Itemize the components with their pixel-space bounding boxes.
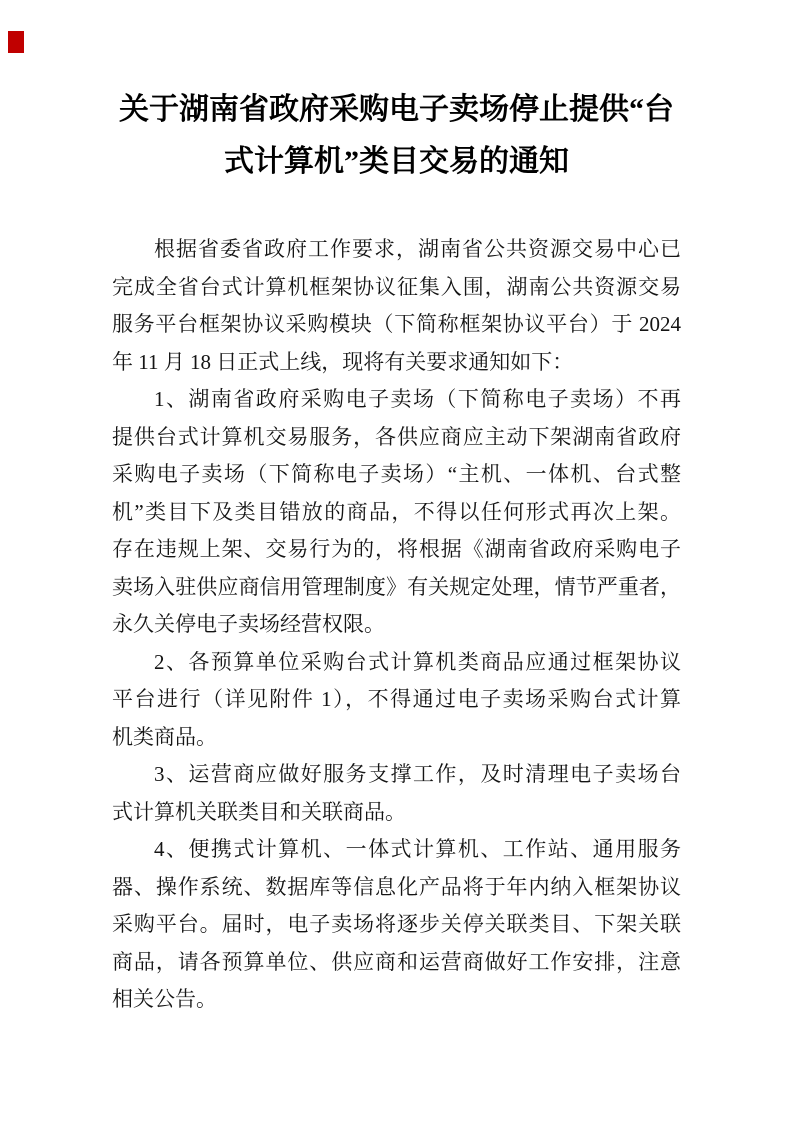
text-line: 4、便携式计算机、一体式计算机、工作站、通用服务 (154, 837, 681, 861)
title-line-1: 关于湖南省政府采购电子卖场停止提供“台 (119, 93, 674, 126)
text-line: 完成全省台式计算机框架协议征集入围，湖南公共资源交易 (112, 274, 681, 299)
document-body (112, 231, 681, 1019)
title-line-2: 式计算机”类目交易的通知 (224, 145, 569, 178)
text-line: 机”类目下及类目错放的商品，不得以任何形式再次上架。 (112, 499, 681, 524)
text-line: 商品，请各预算单位、供应商和运营商做好工作安排，注意 (112, 949, 681, 974)
text-line: 式计算机关联类目和关联商品。 (112, 799, 406, 824)
text-line: 3、运营商应做好服务支撑工作，及时清理电子卖场台 (154, 762, 681, 786)
text-line: 器、操作系统、数据库等信息化产品将于年内纳入框架协议 (112, 874, 681, 899)
text-line: 永久关停电子卖场经营权限。 (112, 612, 385, 636)
text-line: 1、湖南省政府采购电子卖场（下简称电子卖场）不再 (154, 387, 681, 411)
text-line: 存在违规上架、交易行为的，将根据《湖南省政府采购电子 (112, 537, 681, 561)
text-line: 卖场入驻供应商信用管理制度》有关规定处理，情节严重者， (112, 574, 681, 599)
text-line: 2、各预算单位采购台式计算机类商品应通过框架协议 (154, 649, 681, 674)
text-line: 年 11 月 18 日正式上线，现将有关要求通知如下： (112, 349, 574, 374)
page-title (112, 84, 681, 188)
text-line: 根据省委省政府工作要求，湖南省公共资源交易中心已 (154, 237, 681, 261)
text-line: 采购电子卖场（下简称电子卖场）“主机、一体机、台式整 (112, 462, 681, 486)
text-line: 平台进行（详见附件 1），不得通过电子卖场采购台式计算 (112, 687, 681, 711)
text-line: 服务平台框架协议采购模块（下简称框架协议平台）于 2024 (112, 312, 681, 336)
text-line: 采购平台。届时，电子卖场将逐步关停关联类目、下架关联 (112, 912, 681, 936)
red-stamp (8, 31, 24, 53)
text-line: 相关公告。 (112, 987, 217, 1011)
text-line: 机类商品。 (112, 724, 217, 749)
text-line: 提供台式计算机交易服务，各供应商应主动下架湖南省政府 (112, 424, 681, 449)
